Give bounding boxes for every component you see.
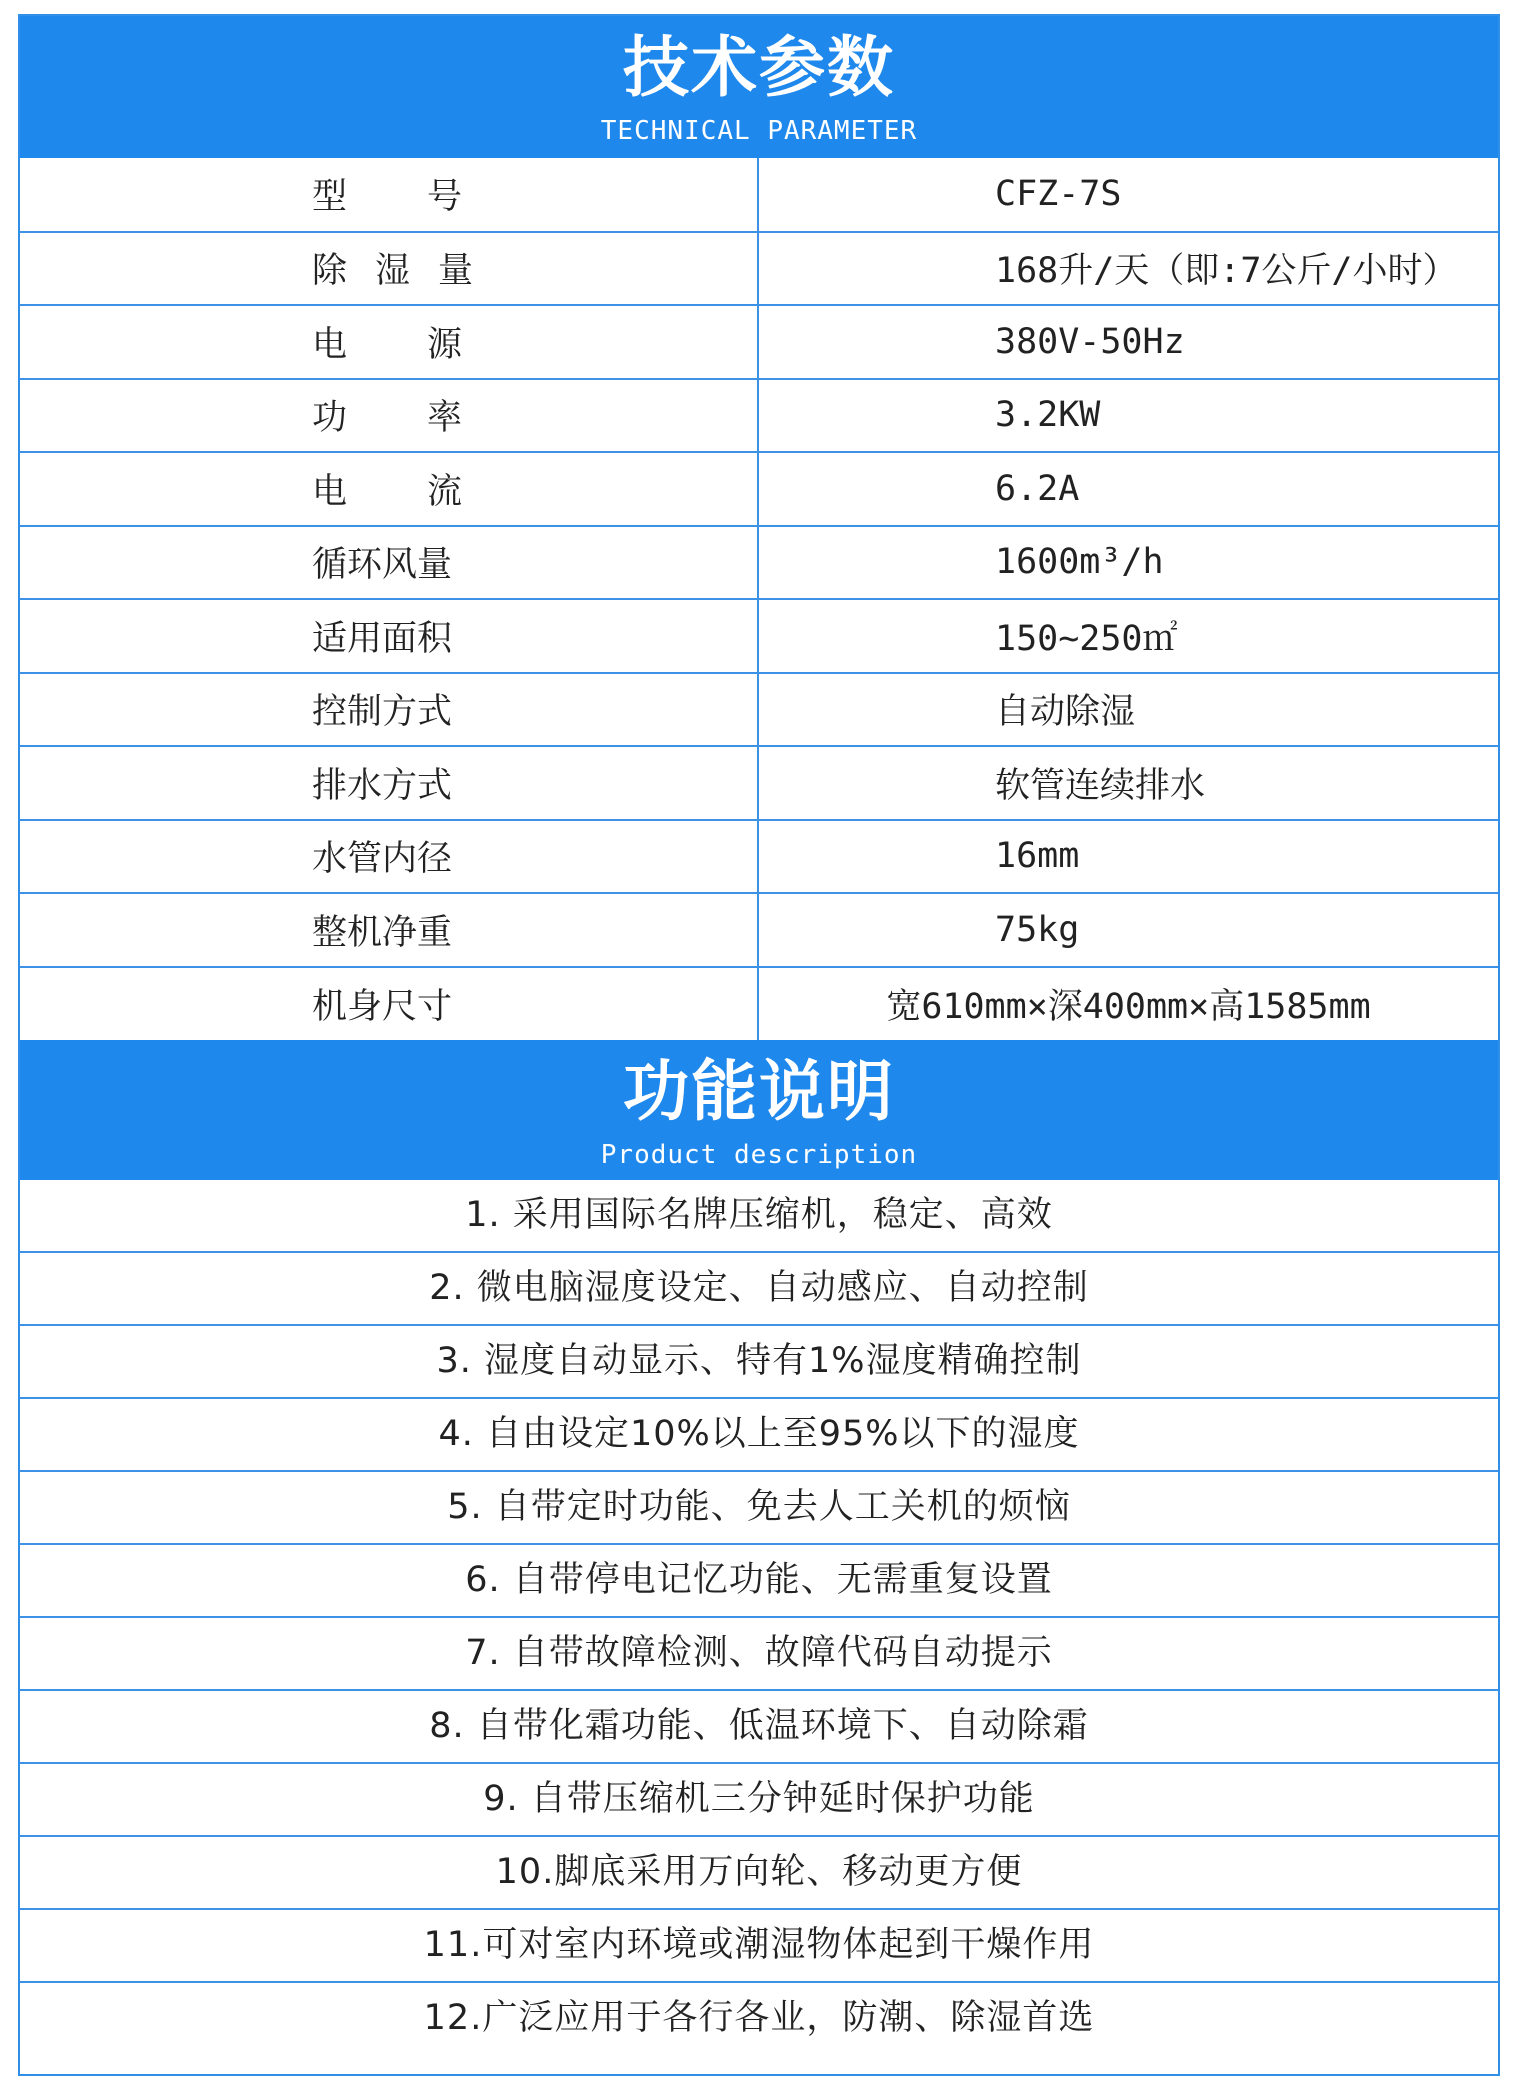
table-row: [20, 526, 1498, 600]
list-item: 2. 微电脑湿度设定、自动感应、自动控制: [20, 1253, 1498, 1326]
list-item: 8. 自带化霜功能、低温环境下、自动除霜: [20, 1691, 1498, 1764]
param-label: 水管内径: [20, 820, 758, 894]
param-value: CFZ-7S: [758, 158, 1498, 232]
param-value: 168升/天（即:7公斤/小时）: [758, 232, 1498, 306]
param-value: 1600m³/h: [758, 526, 1498, 600]
param-value: 380V-50Hz: [758, 305, 1498, 379]
list-item: 4. 自由设定10%以上至95%以下的湿度: [20, 1399, 1498, 1472]
param-value: 16mm: [758, 820, 1498, 894]
parameter-table: [20, 158, 1498, 1040]
list-item: 11.可对室内环境或潮湿物体起到干燥作用: [20, 1910, 1498, 1983]
param-value: 75kg: [758, 893, 1498, 967]
param-value: 150~250㎡: [758, 599, 1498, 673]
feature-list: [20, 1180, 1498, 2056]
table-row: [20, 452, 1498, 526]
param-value: 软管连续排水: [758, 746, 1498, 820]
param-value: 自动除湿: [758, 673, 1498, 747]
param-label: 电流: [20, 452, 758, 526]
section-subtitle: Product description: [600, 1140, 918, 1170]
table-row: [20, 379, 1498, 453]
section-title: 技术参数: [623, 29, 895, 106]
param-label: 适用面积: [20, 599, 758, 673]
param-label: 电源: [20, 305, 758, 379]
list-item: 7. 自带故障检测、故障代码自动提示: [20, 1618, 1498, 1691]
param-value: 宽610mm×深400mm×高1585mm: [886, 986, 1371, 1027]
param-label: 机身尺寸: [20, 967, 758, 1041]
param-value: 3.2KW: [758, 379, 1498, 453]
param-label: 控制方式: [20, 673, 758, 747]
param-label: 除湿量: [20, 232, 758, 306]
table-row: [20, 673, 1498, 747]
list-item: 6. 自带停电记忆功能、无需重复设置: [20, 1545, 1498, 1618]
list-item: 5. 自带定时功能、免去人工关机的烦恼: [20, 1472, 1498, 1545]
list-item: 10.脚底采用万向轮、移动更方便: [20, 1837, 1498, 1910]
spec-sheet: [18, 14, 1500, 2076]
table-row: [20, 599, 1498, 673]
table-row: [20, 305, 1498, 379]
section-title: 功能说明: [623, 1053, 895, 1130]
param-label: 循环风量: [20, 526, 758, 600]
table-row: [20, 820, 1498, 894]
product-description-banner: [20, 1040, 1498, 1180]
table-row: [20, 232, 1498, 306]
param-label: 整机净重: [20, 893, 758, 967]
list-item: 1. 采用国际名牌压缩机，稳定、高效: [20, 1180, 1498, 1253]
param-label: 排水方式: [20, 746, 758, 820]
technical-parameter-banner: [20, 16, 1498, 158]
table-row: [20, 893, 1498, 967]
list-item: 9. 自带压缩机三分钟延时保护功能: [20, 1764, 1498, 1837]
list-item: 12.广泛应用于各行各业，防潮、除湿首选: [423, 1998, 1095, 2038]
table-row: [20, 967, 1498, 1041]
param-value: 6.2A: [758, 452, 1498, 526]
table-row: [20, 158, 1498, 232]
section-subtitle: TECHNICAL PARAMETER: [600, 116, 918, 146]
param-label: 型号: [20, 158, 758, 232]
table-row: [20, 746, 1498, 820]
param-label: 功率: [20, 379, 758, 453]
list-item: 3. 湿度自动显示、特有1%湿度精确控制: [20, 1326, 1498, 1399]
